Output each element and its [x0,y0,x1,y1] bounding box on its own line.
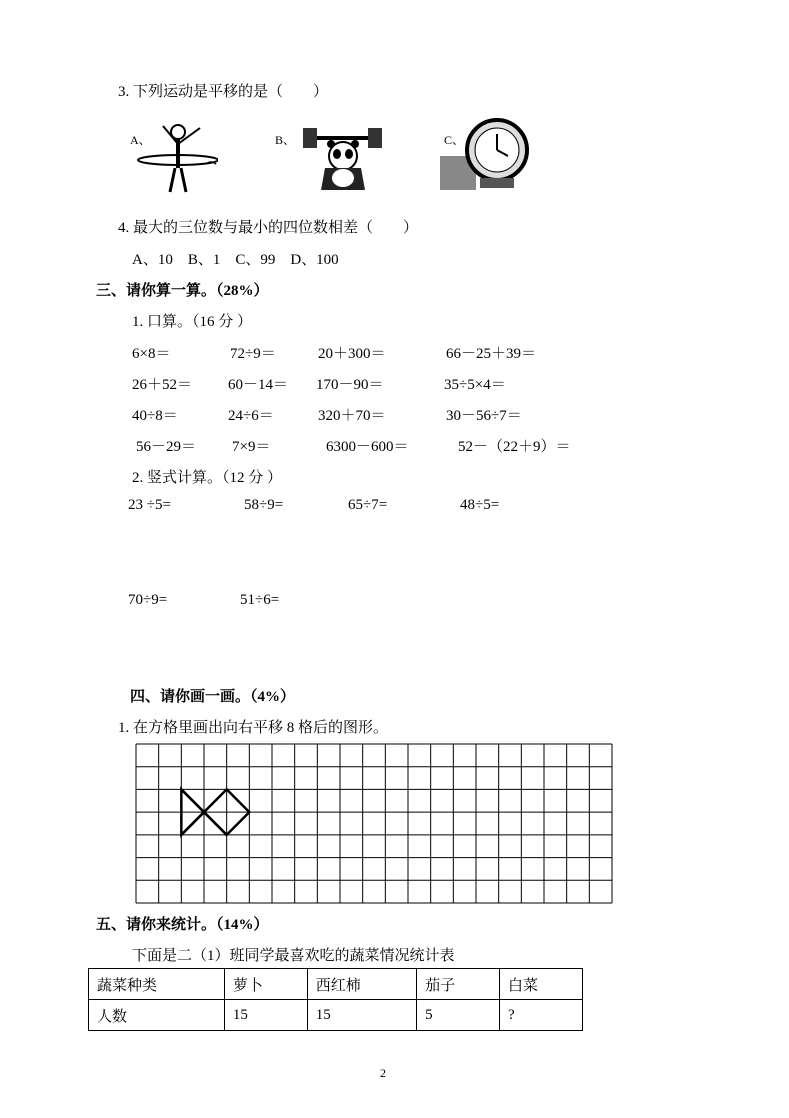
vegetable-stats-table [88,968,583,1031]
oral-problem: 56－29＝ [136,439,197,455]
table-header-row [89,969,583,1000]
oral-problem: 320＋70＝ [318,408,386,424]
vertical-problem: 48÷5= [460,497,500,513]
oral-problem: 6×8＝ [132,346,171,362]
table-cell: 茄子 [417,969,500,1000]
hula-hoop-picture [128,120,218,195]
table-caption: 下面是二（1）班同学最喜欢吃的蔬菜情况统计表 [132,948,455,964]
vertical-problem: 51÷6= [240,592,280,608]
oral-problem: 20＋300＝ [318,346,386,362]
alarm-clock-picture [440,116,530,192]
table-cell: 西红柿 [307,969,416,1000]
oral-problem: 52－（22＋9）＝ [458,439,571,455]
table-cell: 白菜 [500,969,583,1000]
q3-option-c-label: C、 [444,133,465,147]
section4-heading: 四、请你画一画。（4%） [130,689,296,705]
q4-options: A、10 B、1 C、99 D、100 [132,252,339,268]
oral-problem: 26＋52＝ [132,377,193,393]
vertical-problem: 70÷9= [128,592,168,608]
oral-problem: 6300－600＝ [326,439,409,455]
q4-text: 4. 最大的三位数与最小的四位数相差（ ） [118,220,419,236]
q3-option-b-label: B、 [275,133,296,147]
oral-problem: 7×9＝ [232,439,271,455]
table-cell: 蔬菜种类 [89,969,225,1000]
oral-problem: 30－56÷7＝ [446,408,522,424]
vertical-problem: 58÷9= [244,497,284,513]
drawing-grid[interactable] [135,743,613,904]
oral-problem: 170－90＝ [316,377,384,393]
section4-question: 1. 在方格里画出向右平移 8 格后的图形。 [118,720,389,736]
table-cell: 15 [307,1000,416,1031]
oral-problem: 60－14＝ [228,377,289,393]
oral-problem: 66－25＋39＝ [446,346,537,362]
page-number: 2 [380,1066,386,1080]
q3-text: 3. 下列运动是平移的是（ ） [118,84,329,100]
oral-problem: 24÷6＝ [228,408,274,424]
vertical-problem: 65÷7= [348,497,388,513]
table-cell: 人数 [89,1000,225,1031]
shape-line [181,812,204,835]
section3-heading: 三、请你算一算。（28%） [96,283,269,299]
oral-calc-heading: 1. 口算。（16 分 ） [132,314,253,330]
section5-heading: 五、请你来统计。（14%） [96,917,269,933]
table-row [89,1000,583,1031]
oral-problem: 35÷5×4＝ [444,377,506,393]
oral-problem: 72÷9＝ [230,346,276,362]
panda-weightlifting-picture [295,120,390,192]
vertical-calc-heading: 2. 竖式计算。（12 分 ） [132,470,283,486]
table-cell: 15 [224,1000,307,1031]
oral-problem: 40÷8＝ [132,408,178,424]
vertical-problem: 23 ÷5= [128,497,171,513]
table-cell[interactable]: ? [500,1000,583,1031]
table-cell: 5 [417,1000,500,1031]
q3-option-a-label: A、 [130,133,151,147]
table-cell: 萝卜 [224,969,307,1000]
